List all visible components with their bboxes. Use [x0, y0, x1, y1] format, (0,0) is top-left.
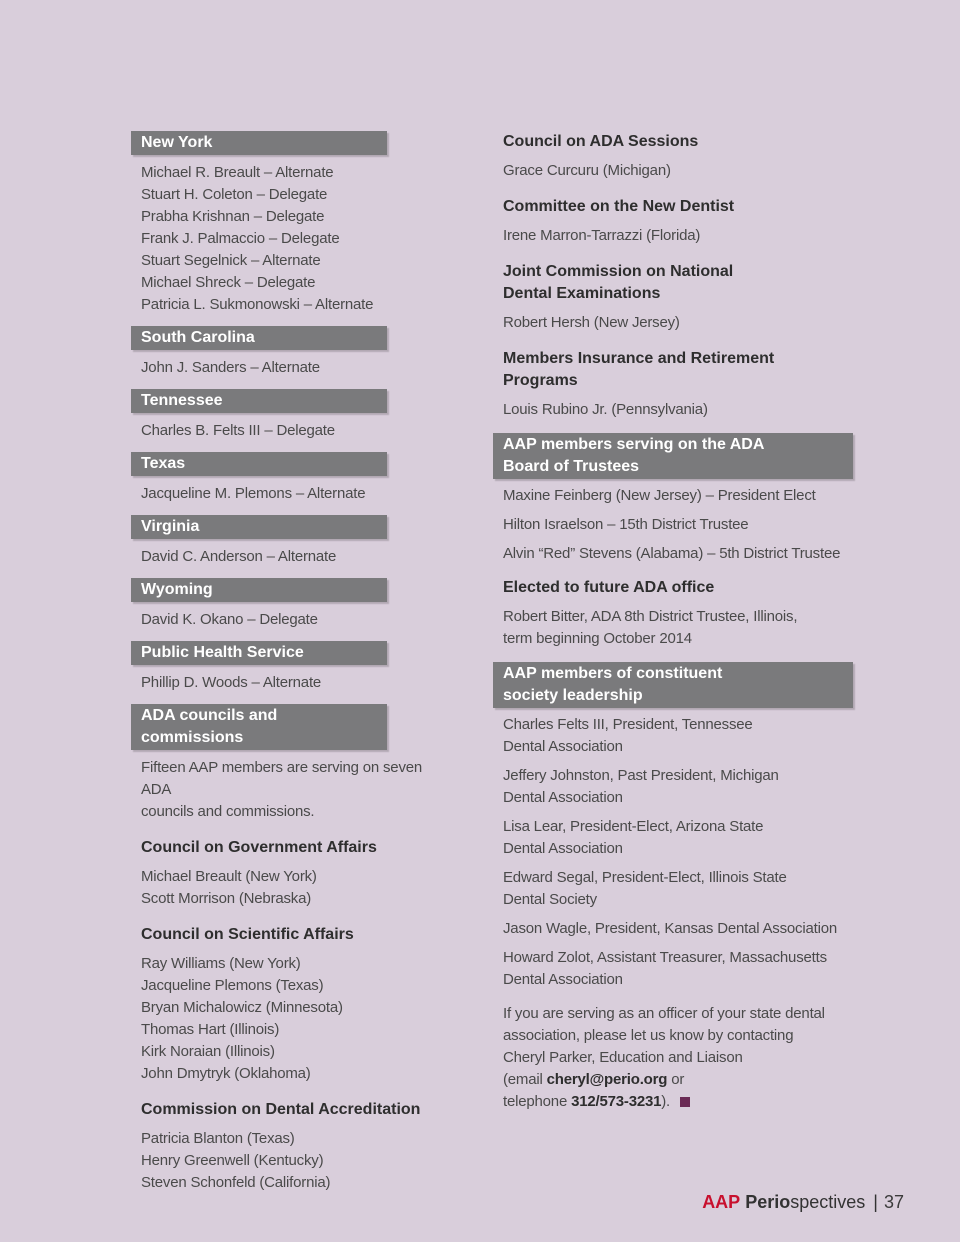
phone-number: 312/573-3231: [571, 1093, 662, 1110]
state-section-new-york: [131, 131, 451, 316]
member-line: Frank J. Palmaccio – Delegate: [141, 230, 340, 247]
member-list: [493, 305, 855, 334]
email-link[interactable]: cheryl@perio.org: [546, 1071, 668, 1088]
entry-line: Edward Segal, President-Elect, Illinois State: [503, 869, 787, 886]
section-header: Wyoming: [131, 578, 387, 602]
state-section-texas: [131, 452, 451, 505]
state-section-public-health-service: [131, 641, 451, 694]
council-block: [493, 348, 855, 421]
constituent-section: [493, 662, 855, 991]
council-title: Commission on Dental Accreditation: [141, 1101, 421, 1118]
section-header-line: society leadership: [503, 687, 643, 704]
member-line: David K. Okano – Delegate: [141, 611, 318, 628]
entry-line: Jeffery Johnston, Past President, Michigan: [503, 767, 779, 784]
council-block: [493, 131, 855, 182]
member-line: Kirk Noraian (Illinois): [141, 1043, 275, 1060]
closing-phone-line: [503, 1091, 845, 1113]
section-header: ADA councils and commissions: [131, 704, 387, 750]
member-line: Thomas Hart (Illinois): [141, 1021, 280, 1038]
member-line: Michael R. Breault – Alternate: [141, 164, 334, 181]
elected-line: term beginning October 2014: [503, 630, 692, 647]
member-line: John Dmytryk (Oklahoma): [141, 1065, 311, 1082]
email-suffix: or: [667, 1071, 685, 1088]
entry-line: Dental Association: [503, 840, 623, 857]
member-list: [131, 665, 451, 694]
council-title: Council on Scientific Affairs: [141, 926, 354, 943]
state-section-tennessee: [131, 389, 451, 442]
entry-line: Lisa Lear, President-Elect, Arizona State: [503, 818, 764, 835]
closing-line: If you are serving as an officer of your state dental: [503, 1005, 825, 1022]
section-header-line: AAP members serving on the ADA: [503, 436, 765, 453]
council-title: Council on ADA Sessions: [503, 133, 699, 150]
council-title: Dental Examinations: [503, 285, 661, 302]
entry-line: Dental Association: [503, 738, 623, 755]
page-footer: [702, 1192, 904, 1213]
councils-section: [131, 704, 451, 823]
footer-brand-perio: Perio: [745, 1192, 791, 1212]
end-of-article-icon: [680, 1097, 690, 1107]
section-header-line: Board of Trustees: [503, 458, 640, 475]
member-line: Ray Williams (New York): [141, 955, 301, 972]
council-block: [493, 196, 855, 247]
intro-line: councils and commissions.: [141, 803, 315, 820]
council-block: [493, 261, 855, 334]
member-line: Irene Marron-Tarrazzi (Florida): [503, 227, 701, 244]
member-line: Bryan Michalowicz (Minnesota): [141, 999, 343, 1016]
closing-line: association, please let us know by contacting: [503, 1027, 794, 1044]
state-section-south-carolina: [131, 326, 451, 379]
state-section-wyoming: [131, 578, 451, 631]
member-list: [131, 539, 451, 568]
member-list: [131, 602, 451, 631]
council-title: Members Insurance and Retirement Programs: [503, 350, 775, 389]
entry-line: Dental Association: [503, 971, 623, 988]
member-line: Phillip D. Woods – Alternate: [141, 674, 322, 691]
entry-line: Jason Wagle, President, Kansas Dental Association: [503, 920, 837, 937]
closing-paragraph: [493, 1003, 855, 1113]
section-header: South Carolina: [131, 326, 387, 350]
member-list: [131, 1121, 451, 1194]
section-header: [493, 662, 853, 708]
section-header: Virginia: [131, 515, 387, 539]
board-entry: Maxine Feinberg (New Jersey) – President Elect: [503, 487, 816, 504]
member-list: [493, 218, 855, 247]
member-list: [131, 350, 451, 379]
section-header: New York: [131, 131, 387, 155]
member-line: Stuart H. Coleton – Delegate: [141, 186, 328, 203]
footer-brand-spectives: spectives: [790, 1192, 866, 1212]
member-line: Charles B. Felts III – Delegate: [141, 422, 335, 439]
left-column: [131, 131, 451, 1194]
right-column: [493, 131, 855, 1113]
member-list: [493, 392, 855, 421]
member-list: [131, 155, 451, 316]
member-line: Steven Schonfeld (California): [141, 1174, 331, 1191]
council-title: Joint Commission on National: [503, 263, 734, 280]
member-list: [131, 413, 451, 442]
member-list: [131, 946, 451, 1085]
council-title: Council on Government Affairs: [141, 839, 377, 856]
member-line: Henry Greenwell (Kentucky): [141, 1152, 324, 1169]
council-block: [131, 924, 451, 1085]
board-section: [493, 433, 855, 565]
member-line: Patricia L. Sukmonowski – Alternate: [141, 296, 374, 313]
member-line: Jacqueline M. Plemons – Alternate: [141, 485, 366, 502]
member-line: Grace Curcuru (Michigan): [503, 162, 671, 179]
constituent-entry: [493, 765, 855, 809]
member-list: [131, 859, 451, 910]
member-list: [493, 153, 855, 182]
member-list: [131, 476, 451, 505]
footer-brand-aap: AAP: [702, 1192, 741, 1212]
section-header: Public Health Service: [131, 641, 387, 665]
entry-line: Dental Association: [503, 789, 623, 806]
state-section-virginia: [131, 515, 451, 568]
closing-email-line: [503, 1069, 845, 1091]
elected-title: Elected to future ADA office: [503, 579, 715, 596]
intro-line: Fifteen AAP members are serving on seven ADA: [141, 759, 423, 798]
member-line: David C. Anderson – Alternate: [141, 548, 337, 565]
entry-line: Dental Society: [503, 891, 597, 908]
member-line: Jacqueline Plemons (Texas): [141, 977, 324, 994]
constituent-entry: [493, 947, 855, 991]
section-header: [493, 433, 853, 479]
section-header: Tennessee: [131, 389, 387, 413]
constituent-entry: [493, 816, 855, 860]
member-line: Scott Morrison (Nebraska): [141, 890, 312, 907]
council-block: [131, 1099, 451, 1194]
member-line: Patricia Blanton (Texas): [141, 1130, 295, 1147]
member-line: Michael Breault (New York): [141, 868, 317, 885]
elected-lines: [493, 599, 855, 650]
constituent-entry: [493, 918, 855, 940]
councils-intro: [131, 750, 451, 823]
elected-section: [493, 577, 855, 650]
board-entry: Hilton Israelson – 15th District Trustee: [503, 516, 749, 533]
constituent-entry: [493, 714, 855, 758]
closing-line: Cheryl Parker, Education and Liaison: [503, 1049, 743, 1066]
email-prefix: (email: [503, 1071, 547, 1088]
member-line: Stuart Segelnick – Alternate: [141, 252, 321, 269]
member-line: Robert Hersh (New Jersey): [503, 314, 680, 331]
footer-separator: |: [873, 1192, 878, 1212]
entry-line: Charles Felts III, President, Tennessee: [503, 716, 753, 733]
phone-suffix: ).: [661, 1093, 671, 1110]
constituent-entry: [493, 867, 855, 911]
member-line: Michael Shreck – Delegate: [141, 274, 316, 291]
council-title: Committee on the New Dentist: [503, 198, 735, 215]
page-number: 37: [883, 1192, 904, 1212]
section-header: Texas: [131, 452, 387, 476]
member-line: John J. Sanders – Alternate: [141, 359, 320, 376]
council-block: [131, 837, 451, 910]
section-header-line: AAP members of constituent: [503, 665, 723, 682]
member-line: Louis Rubino Jr. (Pennsylvania): [503, 401, 708, 418]
member-line: Prabha Krishnan – Delegate: [141, 208, 325, 225]
phone-prefix: telephone: [503, 1093, 572, 1110]
elected-line: Robert Bitter, ADA 8th District Trustee, Illinois,: [503, 608, 798, 625]
entry-line: Howard Zolot, Assistant Treasurer, Massachusetts: [503, 949, 827, 966]
board-entry: Alvin “Red” Stevens (Alabama) – 5th District Trustee: [503, 545, 841, 562]
